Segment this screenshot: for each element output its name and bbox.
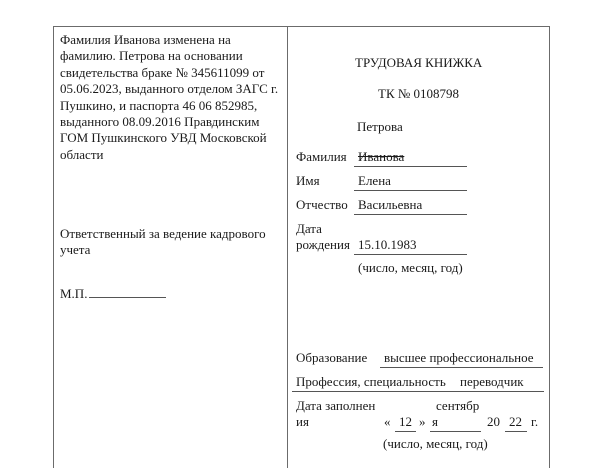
patronymic-label: Отчество: [296, 197, 348, 212]
education-label: Образование: [296, 350, 368, 365]
fill-date-day-underline: [395, 431, 416, 432]
stamp-label: М.П.: [60, 286, 88, 301]
note-line: выданного 08.09.2016 Правдинским: [60, 114, 260, 130]
fill-date-day: 12: [399, 414, 412, 429]
fill-date-label-line-2: ия: [296, 414, 309, 429]
name-value: Елена: [358, 173, 391, 188]
document-title: ТРУДОВАЯ КНИЖКА: [355, 55, 483, 70]
note-line: Пушкино, и паспорта 46 06 852985,: [60, 97, 258, 113]
fill-date-year-underline: [505, 431, 527, 432]
patronymic-underline: [354, 214, 467, 215]
fill-date-close-quote: »: [419, 414, 426, 429]
fill-date-year-prefix: 20: [487, 414, 500, 429]
responsible-person-label-line-2: учета: [60, 242, 91, 257]
surname-label: Фамилия: [296, 149, 347, 164]
profession-underline: [292, 391, 544, 392]
fill-date-label-line-1: Дата заполнен: [296, 398, 376, 413]
birth-date-underline: [354, 254, 467, 255]
surname-underline: [354, 166, 467, 167]
form-center-divider: [287, 26, 288, 468]
note-line: области: [60, 146, 104, 162]
note-line: 05.06.2023, выданного отделом ЗАГС г.: [60, 81, 279, 97]
birth-date-label-line-2: рождения: [296, 237, 350, 252]
fill-date-month-line-2: я: [432, 414, 438, 429]
fill-date-hint: (число, месяц, год): [383, 436, 488, 451]
form-left-border: [53, 26, 54, 468]
note-line: Фамилия Иванова изменена на: [60, 32, 231, 47]
fill-date-month-line-1: сентябр: [436, 398, 480, 413]
profession-label: Профессия, специальность: [296, 374, 446, 389]
signature-line[interactable]: [89, 297, 166, 298]
fill-date-year-unit: г.: [531, 414, 539, 429]
responsible-person-label-line-1: Ответственный за ведение кадрового: [60, 226, 266, 241]
note-line: ГОМ Пушкинского УВД Московской: [60, 130, 267, 146]
birth-date-value: 15.10.1983: [358, 237, 417, 252]
note-line: фамилию. Петрова на основании: [60, 48, 243, 64]
note-line: свидетельства браке № 345611099 от: [60, 64, 265, 80]
fill-date-open-quote: «: [384, 414, 391, 429]
fill-date-month-underline: [430, 431, 481, 432]
education-underline: [380, 367, 543, 368]
birth-date-label-line-1: Дата: [296, 221, 322, 236]
surname-change-note: [60, 32, 286, 163]
profession-value: переводчик: [460, 374, 524, 389]
fill-date-year-suffix: 22: [509, 414, 522, 429]
name-underline: [354, 190, 467, 191]
form-right-border: [549, 26, 550, 468]
surname-value-crossed: Иванова: [358, 149, 405, 164]
education-value: высшее профессиональное: [384, 350, 534, 365]
form-top-border: [53, 26, 550, 27]
document-number: ТК № 0108798: [378, 86, 460, 101]
patronymic-value: Васильевна: [358, 197, 423, 212]
birth-date-hint: (число, месяц, год): [358, 260, 463, 275]
name-label: Имя: [296, 173, 320, 188]
new-surname: Петрова: [357, 119, 403, 134]
